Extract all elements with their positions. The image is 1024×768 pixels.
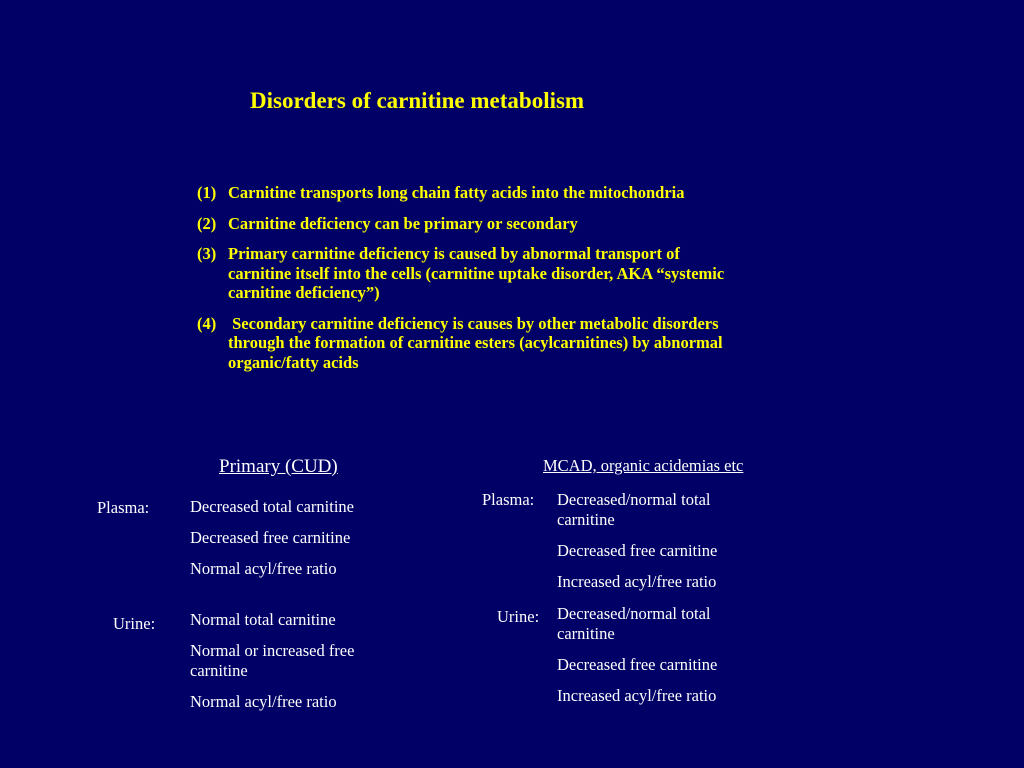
- secondary-heading: MCAD, organic acidemias etc: [543, 456, 744, 475]
- primary-plasma-item: Decreased free carnitine: [190, 528, 351, 547]
- secondary-plasma-list: [557, 490, 772, 603]
- primary-urine-label: Urine:: [113, 614, 156, 633]
- primary-urine-item: Normal total carnitine: [190, 610, 336, 629]
- key-point-number: (2): [197, 213, 217, 233]
- primary-plasma-list: [190, 497, 415, 590]
- key-point-text: Carnitine transports long chain fatty acids into the mitochondria: [228, 183, 685, 202]
- primary-plasma-label: Plasma:: [97, 498, 150, 517]
- key-point: [197, 314, 737, 373]
- secondary-plasma-item: Increased acyl/free ratio: [557, 571, 717, 591]
- key-point-text: Primary carnitine deficiency is caused by abnormal transport of carnitine itself into the cells (carnitine uptake disorder, AKA “systemic carnitine deficiency”): [228, 244, 725, 302]
- key-point-number: (3): [197, 244, 217, 263]
- primary-urine-list: [190, 610, 412, 723]
- primary-plasma-item: Decreased total carnitine: [190, 497, 354, 516]
- secondary-urine-item: Decreased free carnitine: [557, 654, 718, 674]
- primary-urine-item: Normal or increased free carnitine: [190, 641, 355, 680]
- secondary-urine-list: [557, 604, 772, 717]
- primary-heading: Primary (CUD): [219, 456, 338, 477]
- key-point: [197, 183, 737, 203]
- key-point-text: Carnitine deficiency can be primary or secondary: [228, 213, 578, 233]
- secondary-urine-item: Increased acyl/free ratio: [557, 685, 717, 705]
- key-points-list: [197, 183, 737, 383]
- slide-title: Disorders of carnitine metabolism: [250, 88, 585, 113]
- key-point: [197, 214, 737, 234]
- primary-urine-item: Normal acyl/free ratio: [190, 691, 337, 711]
- key-point-text: Secondary carnitine deficiency is causes by other metabolic disorders through the formation of carnitine esters (acylcarnitines) by abnormal organic/fatty acids: [228, 313, 727, 372]
- key-point-number: (4): [197, 313, 217, 333]
- secondary-plasma-item: Decreased free carnitine: [557, 540, 718, 560]
- secondary-plasma-item: Decreased/normal total carnitine: [557, 490, 711, 529]
- secondary-urine-label: Urine:: [497, 607, 540, 626]
- key-point: [197, 244, 737, 303]
- key-point-number: (1): [197, 183, 217, 202]
- secondary-urine-item: Decreased/normal total carnitine: [557, 604, 711, 643]
- secondary-plasma-label: Plasma:: [482, 490, 535, 509]
- primary-plasma-item: Normal acyl/free ratio: [190, 559, 337, 578]
